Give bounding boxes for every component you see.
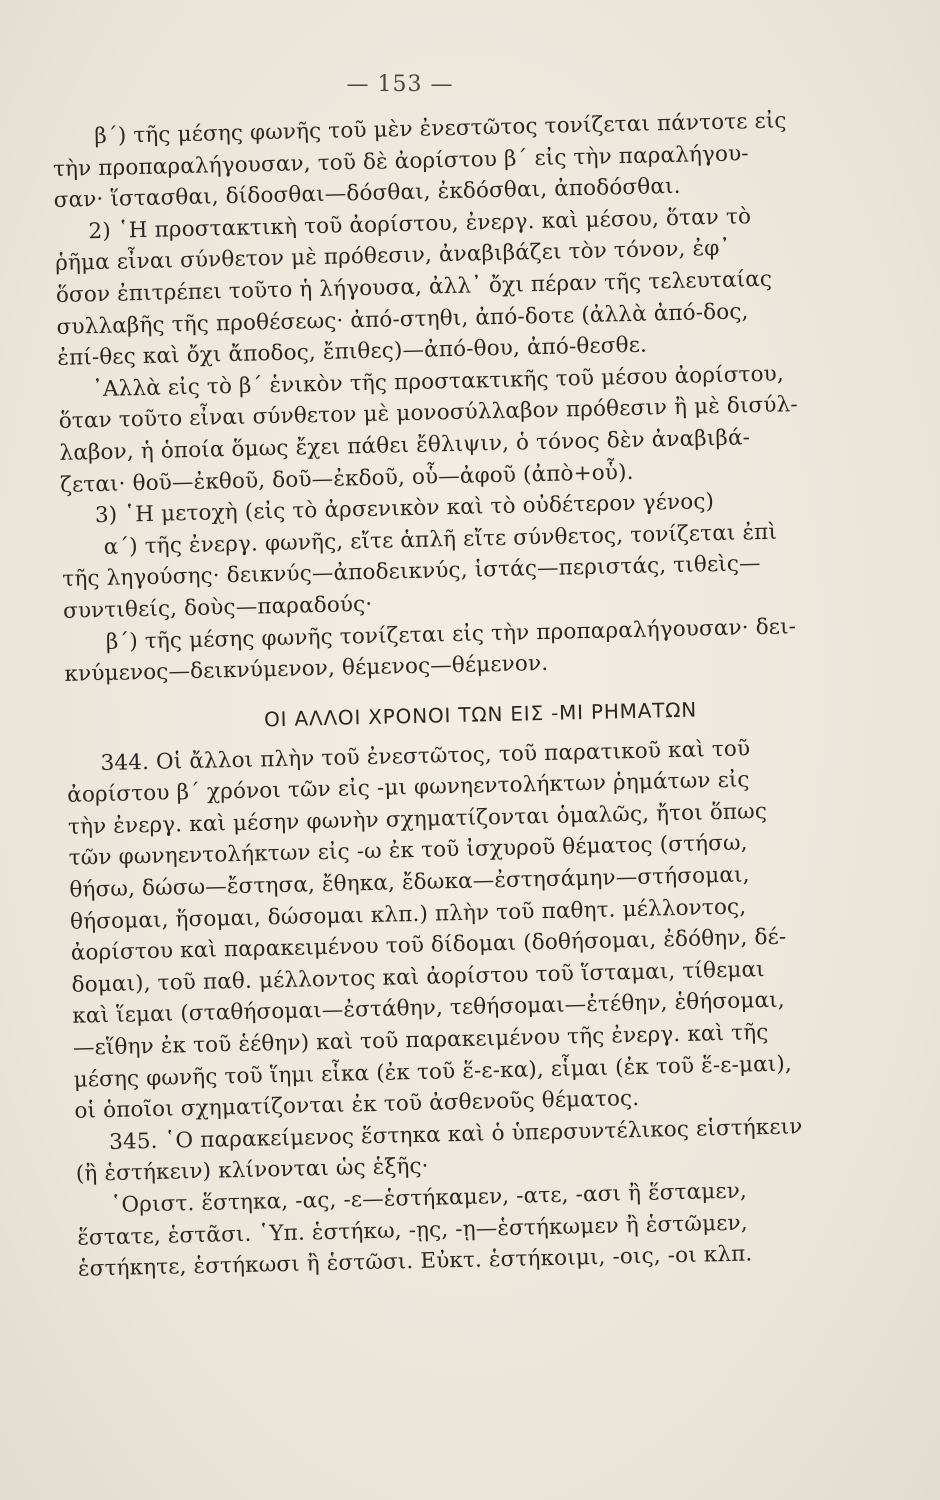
text-line: τὴν προπαραλήγουσαν, τοῦ δὲ ἀορίστου β΄ εἰς τὴν παραλήγου-: [52, 140, 749, 182]
text-line: 345. ῾Ο παρακείμενος ἕστηκα καὶ ὁ ὑπερσυντέλικος εἱστήκειν: [108, 1114, 803, 1155]
text-line: 2) ῾Η προστακτικὴ τοῦ ἀορίστου, ἐνεργ. καὶ μέσου, ὅταν τὸ: [88, 203, 752, 244]
text-line: θήσω, δώσω—ἔστησα, ἔθηκα, ἔδωκα—ἐστησάμην—στήσομαι,: [69, 862, 750, 903]
text-line: —εἵθην ἐκ τοῦ ἑέθην) καὶ τοῦ παρακειμένου τῆς ἐνεργ. καὶ τῆς: [72, 1020, 769, 1061]
text-line: 3) ῾Η μετοχὴ (εἰς τὸ ἀρσενικὸν καὶ τὸ οὐδέτερον γένος): [94, 489, 715, 529]
text-line: συντιθείς, δοὺς—παραδούς·: [62, 591, 373, 624]
text-line: κνύμενος—δεικνύμενον, θέμενος—θέμενον.: [64, 650, 549, 687]
text-line: καὶ ἵεμαι (σταθήσομαι—ἐστάθην, τεθήσομαι—ἐτέθην, ἑθήσομαι,: [72, 988, 785, 1030]
body-text: [52, 105, 838, 1286]
text-line: ζεται· θοῦ—ἐκθοῦ, δοῦ—ἐκδοῦ, οὗ—ἀφοῦ (ἀπὸ+οὗ).: [59, 459, 634, 498]
text-line: β΄) τῆς μέσης φωνῆς τοῦ μὲν ἐνεστῶτος τονίζεται πάντοτε εἰς: [94, 108, 787, 150]
text-line: ὅσον ἐπιτρέπει τοῦτο ἡ λήγουσα, ἀλλ᾽ ὄχι πέραν τῆς τελευταίας: [55, 266, 773, 308]
text-line: ῥῆμα εἶναι σύνθετον μὲ πρόθεσιν, ἀναβιβάζει τὸν τόνον, ἐφ᾽: [54, 236, 731, 277]
text-line: τὴν ἐνεργ. καὶ μέσην φωνὴν σχηματίζονται ὁμαλῶς, ἤτοι ὅπως: [67, 798, 768, 840]
text-line: 344. Οἱ ἄλλοι πλὴν τοῦ ἐνεστῶτος, τοῦ παρατικοῦ καὶ τοῦ: [100, 736, 751, 776]
page-number: — 153 —: [346, 72, 454, 97]
text-line: μέσης φωνῆς τοῦ ἵημι εἷκα (ἐκ τοῦ ἕ-ε-κα), εἷμαι (ἐκ τοῦ ἕ-ε-μαι),: [73, 1051, 793, 1093]
text-line: ἐπί-θες καὶ ὄχι ἄποδος, ἔπιθες)—ἀπό-θου, ἀπό-θεσθε.: [57, 332, 648, 372]
text-line: β΄) τῆς μέσης φωνῆς τονίζεται εἰς τὴν προπαραλήγουσαν· δει-: [105, 613, 797, 655]
text-line: λαβον, ἡ ὁποία ὅμως ἔχει πάθει ἔθλιψιν, ὁ τόνος δὲν ἀναβιβά-: [59, 425, 751, 466]
text-line: ἀορίστου καὶ παρακειμένου τοῦ δίδομαι (δοθήσομαι, ἐδόθην, δέ-: [70, 924, 787, 967]
text-line: ἀορίστου β΄ χρόνοι τῶν εἰς -μι φωνηεντολήκτων ῥημάτων εἰς: [67, 767, 750, 809]
text-line: οἱ ὁποῖοι σχηματίζονται ἐκ τοῦ ἀσθενοῦς θέματος.: [74, 1086, 640, 1124]
text-line: θήσομαι, ἥσομαι, δώσομαι κλπ.) πλὴν τοῦ παθητ. μέλλοντος,: [69, 894, 747, 935]
section-heading: ΟΙ ΑΛΛΟΙ ΧΡΟΝΟΙ ΤΩΝ ΕΙΣ -ΜΙ ΡΗΜΑΤΩΝ: [263, 697, 698, 732]
text-line: τῆς ληγούσης· δεικνύς—ἀποδεικνύς, ἱστάς—περιστάς, τιθεὶς—: [62, 551, 761, 593]
text-line: (ἢ ἑστήκειν) κλίνονται ὡς ἑξῆς·: [75, 1154, 429, 1188]
text-line: ῾Οριστ. ἕστηκα, -ας, -ε—ἑστήκαμεν, -ατε, -ασι ἢ ἕσταμεν,: [110, 1178, 748, 1218]
text-line: ᾽Αλλὰ εἰς τὸ β΄ ἑνικὸν τῆς προστακτικῆς τοῦ μέσου ἀορίστου,: [91, 361, 785, 402]
text-line: σαν· ἵστασθαι, δίδοσθαι—δόσθαι, ἐκδόσθαι, ἀποδόσθαι.: [53, 173, 681, 214]
text-line: δομαι), τοῦ παθ. μέλλοντος καὶ ἀορίστου τοῦ ἵσταμαι, τίθεμαι: [71, 956, 766, 998]
text-line: ὅταν τοῦτο εἶναι σύνθετον μὲ μονοσύλλαβον πρόθεσιν ἢ μὲ δισύλ-: [58, 392, 799, 435]
text-line: τῶν φωνηεντολήκτων εἰς -ω ἐκ τοῦ ἰσχυροῦ θέματος (στήσω,: [68, 830, 748, 872]
text-line: α΄) τῆς ἐνεργ. φωνῆς, εἴτε ἁπλῆ εἴτε σύνθετος, τονίζεται ἐπὶ: [103, 519, 778, 560]
text-line: ἕστατε, ἑστᾶσι. ῾Υπ. ἑστήκω, -ῃς, -ῃ—ἑστήκωμεν ἢ ἑστῶμεν,: [77, 1210, 748, 1251]
text-line: συλλαβῆς τῆς προθέσεως· ἀπό-στηθι, ἀπό-δοτε (ἀλλὰ ἀπό-δος,: [56, 298, 749, 340]
text-line: ἑστήκητε, ἑστήκωσι ἢ ἑστῶσι. Εὐκτ. ἑστήκοιμι, -οις, -οι κλπ.: [77, 1241, 753, 1282]
